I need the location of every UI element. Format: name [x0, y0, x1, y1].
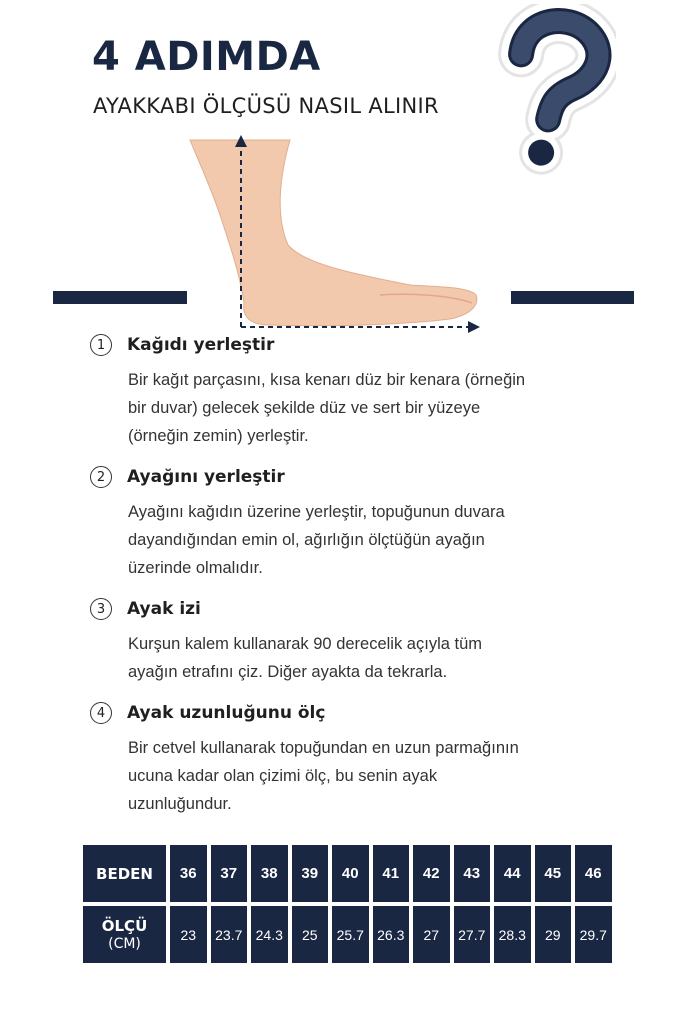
step-text: Bir cetvel kullanarak topuğundan en uzun parmağının ucuna kadar olan çizimi ölç, bu senin ayak uzunluğundur.	[128, 739, 519, 813]
step-title: Ayağını yerleştir	[127, 467, 285, 487]
foot-illustration	[180, 135, 490, 335]
step-text: Bir kağıt parçasını, kısa kenarı düz bir kenara (örneğin bir duvar) gelecek şekilde düz ve sert bir yüzeye (örneğin zemin) yerleştir.	[128, 371, 526, 445]
size-cell: 39	[292, 845, 329, 902]
length-cell: 23.7	[211, 906, 248, 963]
length-row-header	[83, 906, 166, 963]
size-cell: 36	[170, 845, 207, 902]
step-2	[90, 464, 560, 582]
length-cell: 29.7	[575, 906, 612, 963]
step-3	[90, 596, 560, 686]
step-number-badge: 2	[90, 466, 112, 488]
length-cell: 27	[413, 906, 450, 963]
length-cell: 28.3	[494, 906, 531, 963]
step-number-badge: 1	[90, 334, 112, 356]
question-mark-icon	[492, 4, 616, 180]
step-number-badge: 3	[90, 598, 112, 620]
step-text: Kurşun kalem kullanarak 90 derecelik açıyla tüm ayağın etrafını çiz. Diğer ayakta da tekrarla.	[128, 635, 483, 681]
step-4	[90, 700, 560, 818]
length-cell: 25	[292, 906, 329, 963]
length-cell: 23	[170, 906, 207, 963]
size-cell: 37	[211, 845, 248, 902]
size-cell: 43	[454, 845, 491, 902]
step-title: Ayak uzunluğunu ölç	[127, 703, 326, 723]
step-1	[90, 332, 560, 450]
size-cell: 44	[494, 845, 531, 902]
size-cell: 40	[332, 845, 369, 902]
step-text: Ayağını kağıdın üzerine yerleştir, topuğunun duvara dayandığından emin ol, ağırlığın ölçtüğün ayağın üzerinde olmalıdır.	[128, 503, 505, 577]
page-subtitle: AYAKKABI ÖLÇÜSÜ NASIL ALINIR	[93, 94, 439, 118]
length-cell: 29	[535, 906, 572, 963]
length-row	[83, 906, 616, 963]
page-title: 4 ADIMDA	[92, 34, 321, 80]
size-cell: 42	[413, 845, 450, 902]
size-cell: 45	[535, 845, 572, 902]
step-title: Ayak izi	[127, 599, 201, 619]
size-row-header: BEDEN	[83, 845, 166, 902]
length-header-label: ÖLÇÜ	[101, 916, 148, 935]
length-cell: 25.7	[332, 906, 369, 963]
length-header-unit: (CM)	[108, 935, 141, 952]
divider-left	[53, 291, 187, 304]
step-title: Kağıdı yerleştir	[127, 335, 275, 355]
length-cell: 26.3	[373, 906, 410, 963]
length-cell: 27.7	[454, 906, 491, 963]
size-row	[83, 845, 616, 902]
size-cell: 38	[251, 845, 288, 902]
length-cell: 24.3	[251, 906, 288, 963]
steps-list	[90, 332, 560, 832]
divider-right	[511, 291, 634, 304]
size-cell: 46	[575, 845, 612, 902]
size-cell: 41	[373, 845, 410, 902]
step-number-badge: 4	[90, 702, 112, 724]
